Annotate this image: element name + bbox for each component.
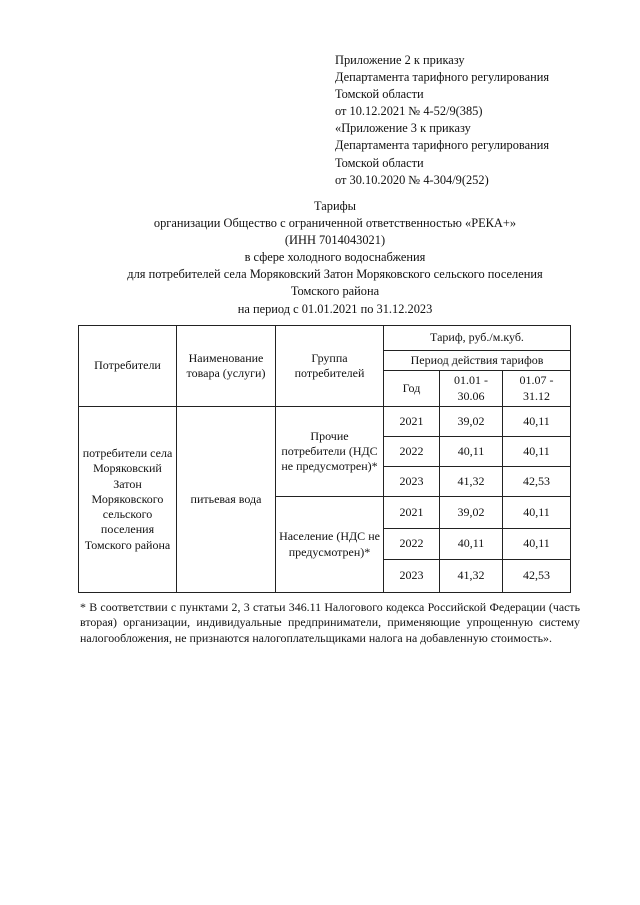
year-cell: 2021 xyxy=(384,497,440,529)
header-line: от 10.12.2021 № 4-52/9(385) xyxy=(335,104,483,119)
header-line: «Приложение 3 к приказу xyxy=(335,121,471,136)
title-line: для потребителей села Моряковский Затон Моряковского сельского поселения xyxy=(127,267,543,282)
header-line: от 30.10.2020 № 4-304/9(252) xyxy=(335,172,489,187)
title-line: Томского района xyxy=(290,284,380,299)
consumers-cell: потребители села Моряковский Затон Моряковского сельского поселения Томского района xyxy=(79,407,177,593)
header-group: Группа потребителей xyxy=(276,326,384,407)
tariff-cell: 42,53 xyxy=(503,560,571,593)
year-cell: 2022 xyxy=(384,529,440,560)
product-cell: питьевая вода xyxy=(177,407,276,593)
tariff-cell: 40,11 xyxy=(503,437,571,467)
group-cell: Прочие потребители (НДС не предусмотрен)* xyxy=(276,407,384,497)
header-year: Год xyxy=(384,371,440,407)
header-tariff: Тариф, руб./м.куб. xyxy=(384,326,571,351)
tariff-cell: 39,02 xyxy=(440,497,503,529)
tariff-cell: 41,32 xyxy=(440,467,503,497)
header-line: Приложение 2 к приказу xyxy=(335,53,465,67)
header-line: Департамента тарифного регулирования xyxy=(335,70,550,85)
header-line: Томской области xyxy=(335,87,424,102)
header-product: Наименование товара (услуги) xyxy=(177,326,276,407)
year-cell: 2021 xyxy=(384,407,440,437)
title-line: Тарифы xyxy=(314,199,356,213)
tariff-cell: 40,11 xyxy=(503,407,571,437)
year-cell: 2023 xyxy=(384,560,440,593)
tariff-cell: 42,53 xyxy=(503,467,571,497)
table-header-row xyxy=(79,326,571,351)
tariff-cell: 40,11 xyxy=(503,529,571,560)
tariff-cell: 41,32 xyxy=(440,560,503,593)
year-cell: 2022 xyxy=(384,437,440,467)
title-line: организации Общество с ограниченной ответственностью «РЕКА+» xyxy=(153,216,517,231)
header-period: Период действия тарифов xyxy=(384,351,571,371)
header-consumers: Потребители xyxy=(79,326,177,407)
header-line: Департамента тарифного регулирования xyxy=(335,138,550,153)
header-line: Томской области xyxy=(335,155,424,170)
table-row xyxy=(79,407,571,437)
document-title xyxy=(60,198,610,318)
header-h2: 01.07 - 31.12 xyxy=(503,371,571,407)
header-block xyxy=(335,52,625,189)
tariff-cell: 40,11 xyxy=(503,497,571,529)
header-h1: 01.01 - 30.06 xyxy=(440,371,503,407)
tariff-cell: 39,02 xyxy=(440,407,503,437)
title-line: (ИНН 7014043021) xyxy=(284,233,386,248)
tariff-cell: 40,11 xyxy=(440,529,503,560)
year-cell: 2023 xyxy=(384,467,440,497)
title-line: в сфере холодного водоснабжения xyxy=(244,250,426,265)
tariff-cell: 40,11 xyxy=(440,437,503,467)
group-cell: Население (НДС не предусмотрен)* xyxy=(276,497,384,593)
footnote: * В соответствии с пунктами 2, 3 статьи 346.11 Налогового кодекса Российской Федерации (часть вторая) организации, индивидуальные предприниматели, применяющие упрощенную систему налогообложения, не признаются налогоплательщиками налога на добавленную стоимость». xyxy=(80,600,580,645)
tariff-table xyxy=(78,325,571,593)
title-line: на период с 01.01.2021 по 31.12.2023 xyxy=(237,301,433,316)
